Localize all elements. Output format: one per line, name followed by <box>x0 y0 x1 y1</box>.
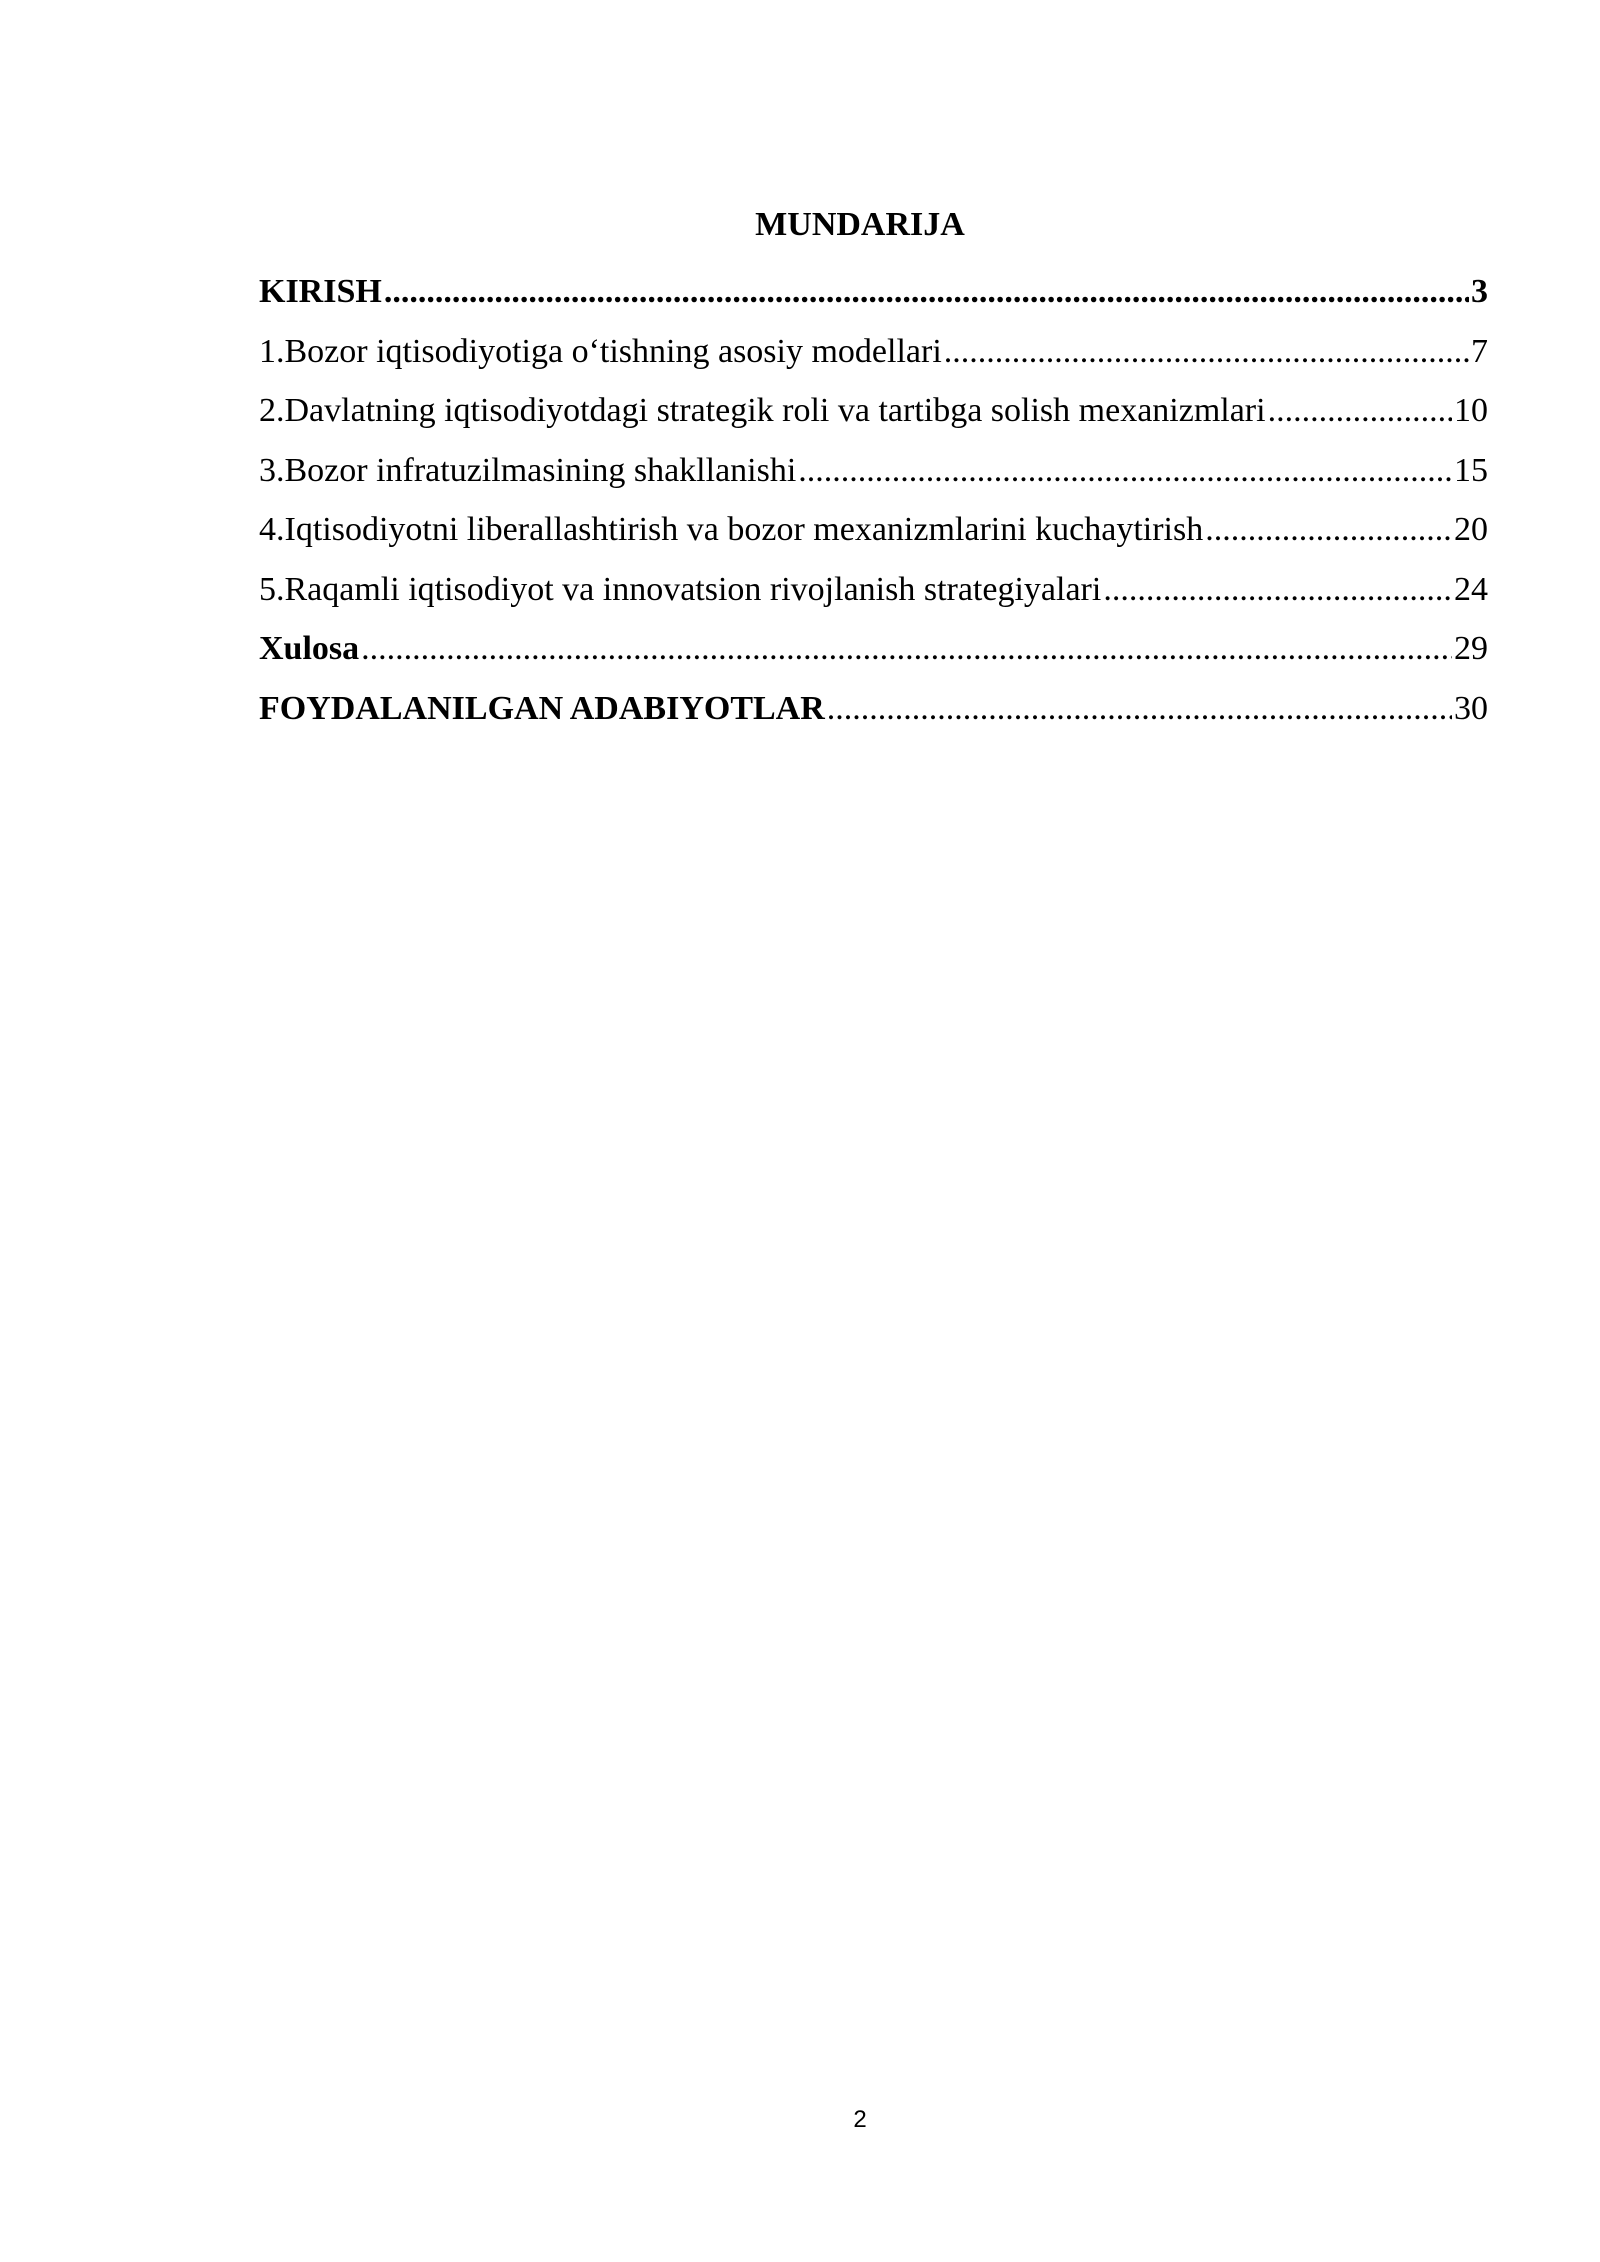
toc-entry-chapter-5[interactable] <box>259 566 1488 626</box>
toc-entry-title: 4.Iqtisodiyotni liberallashtirish va bozor mexanizmlarini kuchaytirish <box>259 511 1204 548</box>
toc-entry-page: 10 <box>1454 392 1488 429</box>
toc-dot-leader <box>384 268 1469 316</box>
toc-entry-title: 1.Bozor iqtisodiyotiga o‘tishning asosiy modellari <box>259 332 942 370</box>
toc-entry-chapter-4[interactable] <box>259 506 1488 566</box>
toc-dot-leader <box>944 328 1469 376</box>
toc-dot-leader <box>1268 387 1452 435</box>
table-of-contents <box>259 268 1488 744</box>
page-title: MUNDARIJA <box>755 206 965 243</box>
toc-entry-conclusion[interactable] <box>259 625 1488 685</box>
toc-entry-title: KIRISH <box>259 273 382 310</box>
toc-entry-title: FOYDALANILGAN ADABIYOTLAR <box>259 689 825 727</box>
toc-entry-title: 5.Raqamli iqtisodiyot va innovatsion rivojlanish strategiyalari <box>259 570 1102 608</box>
toc-entry-chapter-1[interactable] <box>259 328 1488 388</box>
toc-dot-leader <box>1103 566 1452 614</box>
toc-entry-page: 30 <box>1454 689 1488 727</box>
toc-entry-title: Xulosa <box>259 630 360 667</box>
toc-dot-leader <box>361 625 1452 673</box>
page-number: 2 <box>853 2106 867 2133</box>
toc-entry-page: 7 <box>1471 332 1488 370</box>
toc-entry-page: 20 <box>1454 511 1488 548</box>
toc-entry-references[interactable] <box>259 685 1488 745</box>
toc-entry-page: 24 <box>1454 570 1488 608</box>
toc-dot-leader <box>798 447 1452 495</box>
toc-dot-leader <box>827 685 1452 733</box>
toc-entry-title: 2.Davlatning iqtisodiyotdagi strategik roli va tartibga solish mexanizmlari <box>259 392 1266 429</box>
toc-entry-page: 3 <box>1471 273 1488 310</box>
toc-entry-chapter-3[interactable] <box>259 447 1488 507</box>
toc-dot-leader <box>1205 506 1452 554</box>
toc-entry-page: 15 <box>1454 451 1488 489</box>
toc-entry-title: 3.Bozor infratuzilmasining shakllanishi <box>259 451 797 489</box>
toc-entry-chapter-2[interactable] <box>259 387 1488 447</box>
toc-entry-intro[interactable] <box>259 268 1488 328</box>
toc-entry-page: 29 <box>1454 630 1488 667</box>
